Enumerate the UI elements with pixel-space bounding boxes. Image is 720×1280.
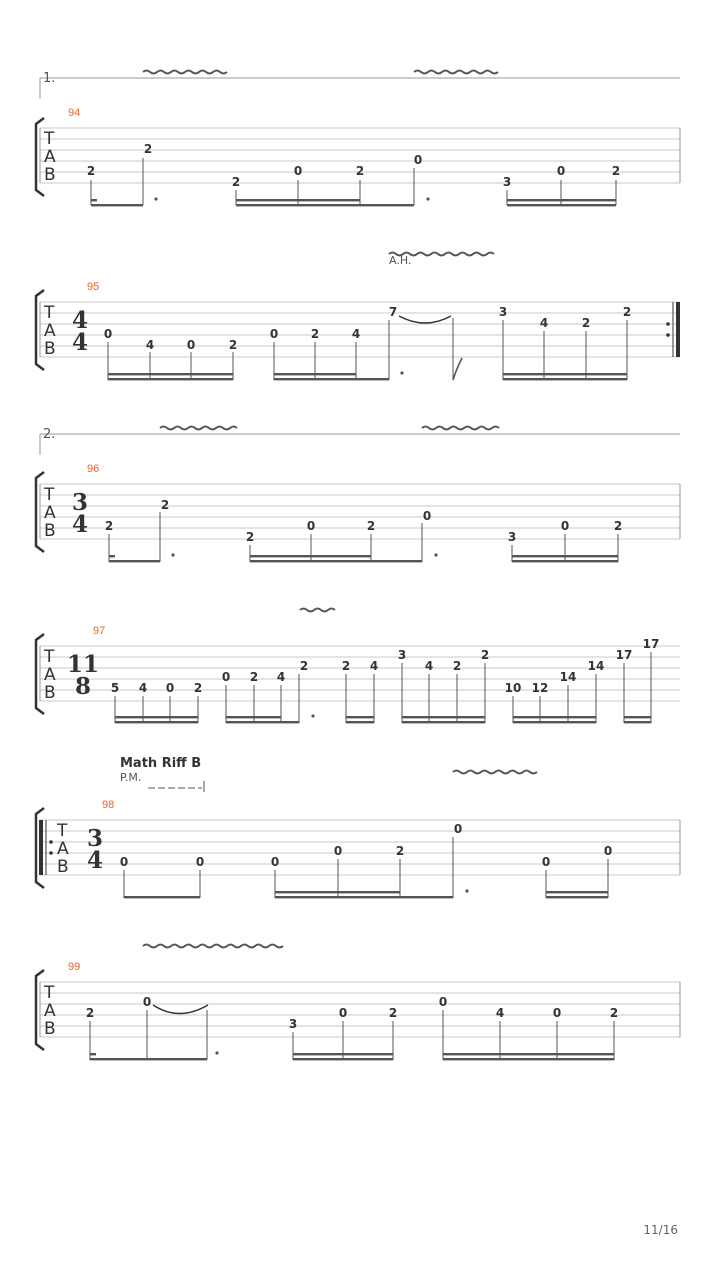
fret-number: 2 (611, 164, 621, 178)
fret-number: 2 (366, 519, 376, 533)
measure-number: 97 (93, 625, 106, 637)
tab-clef-t: T (44, 983, 55, 1003)
vibrato-mark (143, 945, 283, 948)
measure-number: 96 (87, 463, 100, 475)
fret-number: 0 (306, 519, 316, 533)
tab-clef-a: A (44, 1001, 56, 1021)
tab-clef-a: A (57, 839, 69, 859)
tab-clef-a: A (44, 147, 56, 167)
fret-number: 4 (369, 659, 379, 673)
fret-number: 2 (310, 327, 320, 341)
system-1 (36, 71, 680, 207)
fret-numbers (87, 142, 620, 189)
fret-number: 2 (355, 164, 365, 178)
fret-number: 14 (559, 670, 577, 684)
fret-number: 2 (143, 142, 153, 156)
system-6 (36, 945, 680, 1061)
fret-number: 17 (642, 637, 660, 651)
vibrato-mark (300, 609, 335, 612)
fret-number: 0 (338, 1006, 348, 1020)
fret-number: 0 (556, 164, 566, 178)
tab-staff (40, 982, 680, 1037)
fret-number: 5 (110, 681, 120, 695)
tab-clef-t: T (44, 303, 55, 323)
fret-number: 4 (351, 327, 361, 341)
fret-number: 2 (228, 338, 238, 352)
fret-number: 3 (397, 648, 407, 662)
fret-number: 2 (480, 648, 490, 662)
tie-arc (399, 316, 451, 323)
tab-clef-b: B (44, 683, 56, 703)
fret-number: 2 (160, 498, 170, 512)
fret-number: 2 (452, 659, 462, 673)
time-signature-top: 11 (66, 651, 100, 678)
fret-number: 2 (613, 519, 623, 533)
tab-clef-b: B (57, 857, 69, 877)
fret-number: 7 (388, 305, 398, 319)
system-4 (36, 609, 680, 724)
fret-number: 0 (165, 681, 175, 695)
fret-number: 2 (104, 519, 114, 533)
fret-number: 4 (145, 338, 155, 352)
fret-number: 0 (422, 509, 432, 523)
tab-staff (40, 646, 680, 701)
fret-number: 0 (270, 855, 280, 869)
fret-number: 2 (249, 670, 259, 684)
fret-number: 2 (395, 844, 405, 858)
tab-clef-b: B (44, 1019, 56, 1039)
tab-clef-b: B (44, 339, 56, 359)
time-signature-bottom: 4 (71, 511, 89, 538)
fret-numbers (104, 305, 631, 352)
fret-number: 4 (276, 670, 286, 684)
fret-number: 4 (138, 681, 148, 695)
tab-staff (40, 820, 680, 875)
stems-and-beams (90, 1010, 614, 1060)
tab-clef-a: A (44, 665, 56, 685)
system-5 (36, 756, 680, 898)
time-signature-top: 4 (71, 307, 89, 334)
fret-number: 3 (288, 1017, 298, 1031)
stems-and-beams (91, 158, 616, 206)
fret-number: 0 (552, 1006, 562, 1020)
vibrato-mark (453, 771, 537, 774)
time-signature-top: 3 (86, 825, 104, 852)
fret-number: 2 (622, 305, 632, 319)
time-signature-bottom: 4 (71, 329, 89, 356)
fret-number: 2 (85, 1006, 95, 1020)
fret-number: 2 (388, 1006, 398, 1020)
fret-number: 2 (86, 164, 96, 178)
tab-clef-t: T (44, 129, 55, 149)
fret-number: 0 (221, 670, 231, 684)
fret-number: 2 (193, 681, 203, 695)
fret-number: 0 (293, 164, 303, 178)
fret-number: 0 (186, 338, 196, 352)
fret-number: 10 (504, 681, 522, 695)
tab-clef-a: A (44, 321, 56, 341)
fret-number: 2 (299, 659, 309, 673)
palm-mute-label: P.M. (120, 771, 142, 784)
time-signature-top: 3 (71, 489, 89, 516)
measure-number: 95 (87, 281, 100, 293)
stems-and-beams (109, 512, 618, 562)
measure-number: 99 (68, 961, 81, 973)
system-3 (36, 427, 680, 563)
measure-number: 98 (102, 799, 115, 811)
fret-number: 0 (413, 153, 423, 167)
vibrato-mark (414, 71, 498, 74)
tab-clef-t: T (44, 647, 55, 667)
fret-number: 2 (581, 316, 591, 330)
fret-number: 14 (587, 659, 605, 673)
fret-number: 0 (333, 844, 343, 858)
vibrato-mark (143, 71, 227, 74)
tab-clef-b: B (44, 521, 56, 541)
fret-number: 2 (341, 659, 351, 673)
repeat-end-barline (666, 302, 680, 357)
fret-number: 0 (438, 995, 448, 1009)
tie-arc (153, 1005, 208, 1014)
fret-number: 0 (269, 327, 279, 341)
fret-number: 2 (245, 530, 255, 544)
fret-number: 0 (195, 855, 205, 869)
fret-numbers (105, 498, 622, 544)
tab-clef-t: T (44, 485, 55, 505)
system-2 (36, 253, 680, 381)
vibrato-mark (422, 427, 499, 430)
ending-1-label: 1. (43, 71, 56, 86)
repeat-start-barline (39, 820, 53, 875)
tab-clef-b: B (44, 165, 56, 185)
vibrato-mark (160, 427, 237, 430)
fret-number: 17 (615, 648, 633, 662)
harmonic-label: A.H. (389, 254, 412, 267)
fret-number: 0 (560, 519, 570, 533)
fret-numbers (120, 822, 612, 869)
fret-number: 3 (507, 530, 517, 544)
fret-number: 12 (531, 681, 549, 695)
fret-number: 4 (424, 659, 434, 673)
tab-clef-t: T (57, 821, 68, 841)
fret-number: 4 (539, 316, 549, 330)
time-signature-bottom: 4 (86, 847, 104, 874)
fret-number: 0 (453, 822, 463, 836)
fret-number: 2 (609, 1006, 619, 1020)
ending-2-label: 2. (43, 427, 56, 442)
tab-clef-a: A (44, 503, 56, 523)
fret-number: 3 (498, 305, 508, 319)
fret-number: 0 (603, 844, 613, 858)
fret-number: 3 (502, 175, 512, 189)
measure-number: 94 (68, 107, 81, 119)
fret-number: 0 (142, 995, 152, 1009)
fret-number: 2 (231, 175, 241, 189)
fret-number: 0 (103, 327, 113, 341)
fret-number: 0 (119, 855, 129, 869)
section-title: Math Riff B (120, 756, 202, 771)
page-number: 11/16 (643, 1223, 678, 1237)
tab-staff (40, 484, 680, 539)
fret-number: 0 (541, 855, 551, 869)
fret-number: 4 (495, 1006, 505, 1020)
time-signature-bottom: 8 (74, 673, 92, 700)
